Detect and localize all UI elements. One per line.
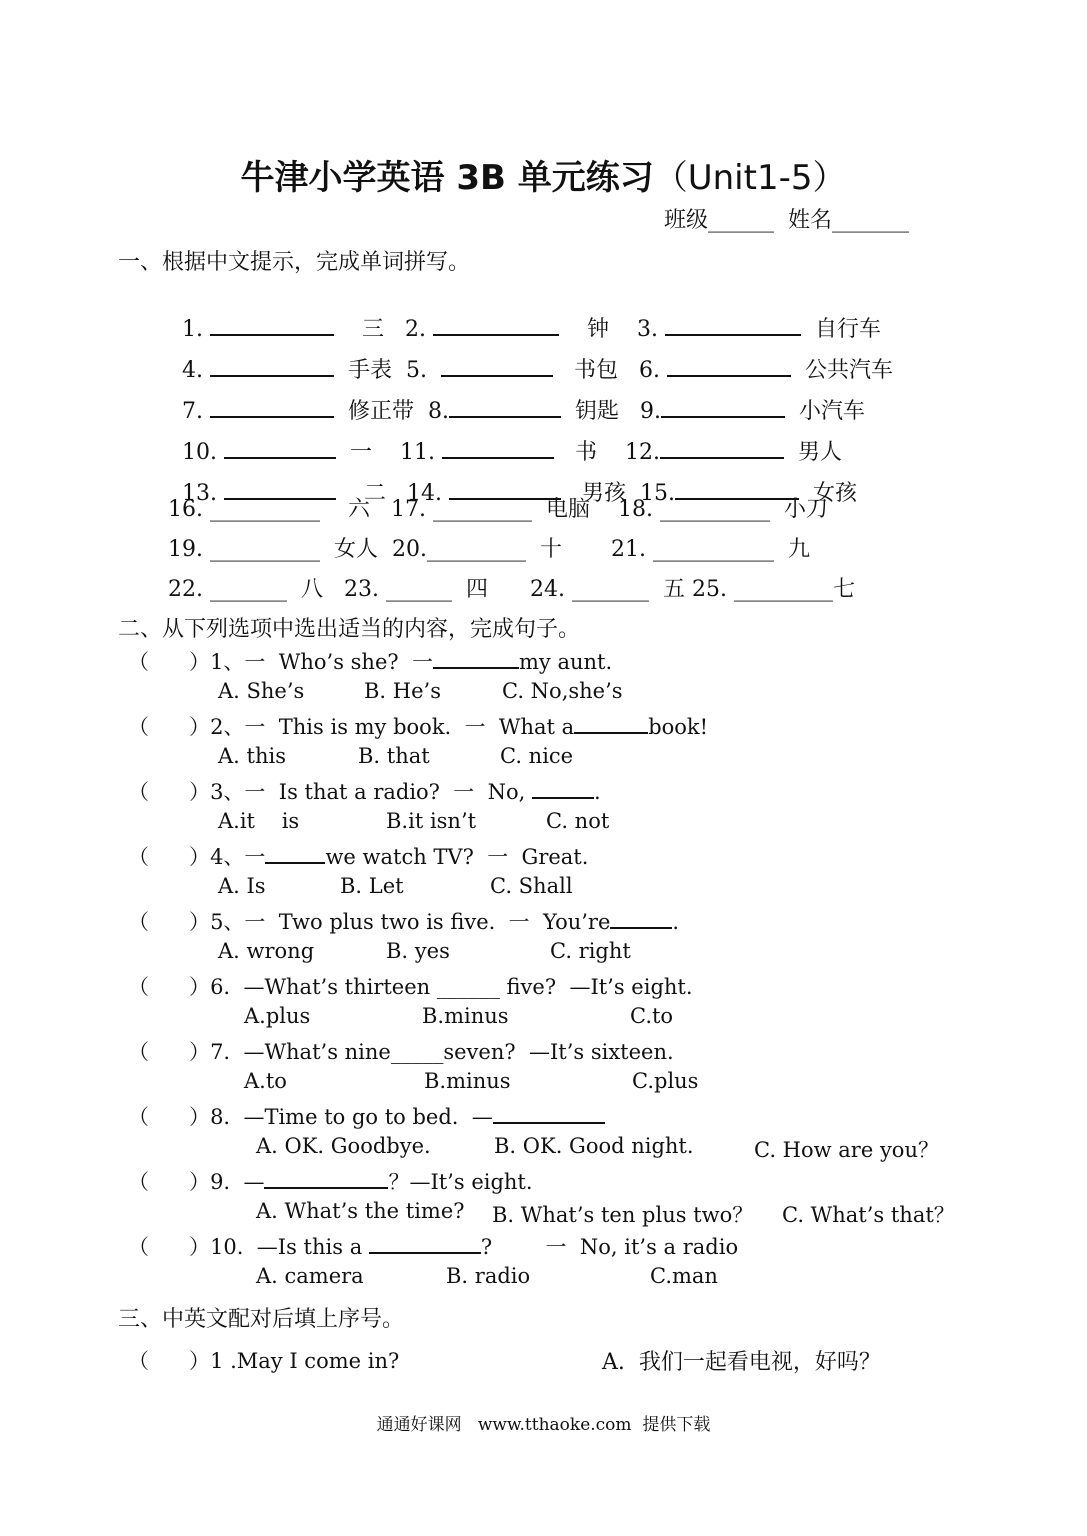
- question-text: we watch TV? 一 Great.: [325, 845, 589, 869]
- question-2: [128, 711, 708, 741]
- option-b[interactable]: B. radio: [446, 1264, 531, 1288]
- item-num: 4.: [182, 358, 203, 383]
- answer-paren[interactable]: （ ）: [128, 780, 211, 804]
- question-9: [128, 1166, 533, 1196]
- question-text: 2、一 This is my book. 一 What a: [210, 715, 575, 739]
- question-text: my aunt.: [519, 650, 613, 674]
- item-num: 11.: [400, 440, 435, 465]
- item-cn: 钟: [586, 317, 609, 342]
- option-b[interactable]: B. OK. Good night.: [494, 1134, 694, 1158]
- question-10: [128, 1231, 738, 1261]
- item-cn: 男孩: [581, 481, 626, 506]
- item-cn: 女人: [334, 537, 379, 562]
- footer-text: 通通好课网 www.tthaoke.com 提供下载: [376, 1415, 711, 1435]
- item-cn: 十: [540, 537, 563, 562]
- option-a[interactable]: A.to: [244, 1069, 287, 1093]
- spelling-blank[interactable]: ___________: [652, 537, 774, 562]
- spelling-row-8: [168, 572, 855, 603]
- option-c[interactable]: C. Shall: [490, 874, 573, 898]
- question-7: [128, 1036, 674, 1066]
- item-cn: 电脑: [545, 497, 590, 522]
- spelling-blank[interactable]: __________: [210, 497, 320, 522]
- answer-paren[interactable]: （ ）: [128, 1235, 211, 1259]
- item-num: 14.: [406, 481, 442, 506]
- question-blank[interactable]: [264, 1167, 388, 1189]
- option-c[interactable]: C.to: [630, 1004, 674, 1028]
- item-cn: 五: [662, 577, 685, 602]
- spelling-blank[interactable]: __________: [659, 497, 770, 522]
- item-num: 6.: [639, 358, 660, 383]
- question-text: .: [672, 910, 680, 934]
- option-a[interactable]: A. this: [218, 744, 286, 768]
- question-blank[interactable]: [532, 777, 594, 799]
- option-c[interactable]: C. What’s that？: [782, 1203, 955, 1227]
- option-c[interactable]: C. No,she’s: [502, 679, 623, 703]
- option-b[interactable]: B.it isn’t: [386, 809, 477, 833]
- question-blank[interactable]: [493, 1102, 605, 1124]
- question-blank[interactable]: [433, 647, 519, 669]
- item-num: 13.: [182, 481, 217, 506]
- match-row-1: [128, 1345, 399, 1375]
- question-text: 6. —What’s thirteen ______ five? —It’s eight.: [210, 975, 693, 999]
- option-a[interactable]: A. She’s: [218, 679, 305, 703]
- question-3: [128, 776, 601, 806]
- question-6: [128, 971, 693, 1001]
- answer-paren[interactable]: （ ）: [128, 1105, 211, 1129]
- item-cn: 小刀: [783, 497, 828, 522]
- question-4: [128, 841, 588, 871]
- item-num: 20.: [392, 537, 428, 562]
- item-num: 25.: [692, 577, 727, 602]
- answer-paren[interactable]: （ ）: [128, 975, 211, 999]
- option-a[interactable]: A. camera: [256, 1264, 364, 1288]
- spelling-blank[interactable]: _________: [734, 577, 833, 602]
- question-text: 9. —: [210, 1170, 265, 1194]
- item-cn: 四: [466, 577, 489, 602]
- question-text: 7. —What’s nine_____seven? —It’s sixteen.: [210, 1040, 674, 1064]
- answer-paren[interactable]: （ ）: [128, 715, 211, 739]
- item-cn: 八: [301, 577, 324, 602]
- item-num: 21.: [610, 537, 646, 562]
- answer-paren[interactable]: （ ）: [128, 650, 211, 674]
- spelling-blank[interactable]: _______: [571, 577, 649, 602]
- item-num: 24.: [529, 577, 565, 602]
- item-cn: 男人: [797, 440, 842, 465]
- item-num: 15.: [639, 481, 675, 506]
- item-cn: 一: [350, 440, 373, 465]
- name-field[interactable]: 姓名_______: [788, 208, 910, 233]
- item-cn: 六: [347, 497, 370, 522]
- option-a[interactable]: A.plus: [244, 1004, 311, 1028]
- answer-paren[interactable]: （ ）: [128, 1349, 211, 1373]
- option-c[interactable]: C. not: [546, 809, 610, 833]
- question-blank[interactable]: [369, 1232, 481, 1254]
- question-8: [128, 1101, 605, 1131]
- spelling-blank[interactable]: _______: [210, 577, 287, 602]
- option-c[interactable]: C. nice: [500, 744, 574, 768]
- spelling-row-7: [168, 532, 810, 563]
- match-chinese: A. 我们一起看电视，好吗？: [602, 1350, 881, 1375]
- spelling-row-6: [168, 492, 828, 523]
- question-blank[interactable]: [610, 907, 672, 929]
- option-b[interactable]: B. What’s ten plus two？: [492, 1203, 754, 1227]
- item-cn: 公共汽车: [805, 358, 894, 383]
- spelling-blank[interactable]: ______: [386, 577, 452, 602]
- question-5: [128, 906, 679, 936]
- item-cn: 女孩: [812, 481, 857, 506]
- item-cn: 七: [833, 577, 856, 602]
- option-a[interactable]: A.it is: [218, 809, 300, 833]
- item-cn: 书包: [574, 358, 619, 383]
- item-num: 18.: [617, 497, 653, 522]
- item-num: 1.: [182, 317, 203, 342]
- answer-paren[interactable]: （ ）: [128, 1170, 211, 1194]
- item-num: 7.: [182, 399, 203, 424]
- option-a[interactable]: A. What’s the time?: [256, 1199, 465, 1223]
- item-num: 17.: [390, 497, 426, 522]
- class-field[interactable]: 班级______: [664, 208, 775, 233]
- question-text: book!: [648, 715, 709, 739]
- option-c[interactable]: C. How are you？: [754, 1138, 939, 1162]
- item-num: 3.: [636, 317, 658, 342]
- question-text: 10. —Is this a: [210, 1235, 369, 1259]
- question-text: .: [594, 780, 601, 804]
- question-text: 5、一 Two plus two is five. 一 You’re: [210, 910, 611, 934]
- item-cn: 小汽车: [799, 399, 866, 424]
- item-num: 10.: [182, 440, 217, 465]
- match-english: 1 .May I come in?: [210, 1349, 400, 1373]
- page-title: [0, 150, 1087, 199]
- item-cn: 自行车: [814, 317, 881, 342]
- option-c[interactable]: C.plus: [632, 1069, 699, 1093]
- question-1: [128, 646, 612, 676]
- option-b[interactable]: B.minus: [424, 1069, 511, 1093]
- item-num: 12.: [624, 440, 660, 465]
- section2-heading: 二、从下列选项中选出适当的内容，完成句子。: [118, 617, 581, 642]
- option-a[interactable]: A. OK. Goodbye.: [256, 1134, 431, 1158]
- item-num: 5.: [406, 358, 428, 383]
- answer-paren[interactable]: （ ）: [128, 910, 211, 934]
- item-cn: 九: [787, 537, 810, 562]
- spelling-blank[interactable]: __________: [210, 537, 320, 562]
- item-cn: 修正带: [348, 399, 415, 424]
- question-text: 4、一: [210, 845, 266, 869]
- option-b[interactable]: B. Let: [340, 874, 404, 898]
- option-b[interactable]: B. He’s: [364, 679, 441, 703]
- item-cn: 书: [574, 440, 597, 465]
- item-cn: 二: [363, 481, 386, 506]
- item-cn: 三: [361, 317, 384, 342]
- item-num: 23.: [344, 577, 379, 602]
- option-a[interactable]: A. wrong: [218, 939, 315, 963]
- answer-paren[interactable]: （ ）: [128, 1040, 211, 1064]
- title-unit: （Unit1-5）: [653, 158, 847, 198]
- question-text: 8. —Time to go to bed. —: [210, 1105, 493, 1129]
- spelling-blank[interactable]: _________: [427, 537, 527, 562]
- item-num: 9.: [640, 399, 662, 424]
- question-text: 3、一 Is that a radio? 一 No,: [210, 780, 533, 804]
- item-cn: 钥匙: [575, 399, 620, 424]
- option-a[interactable]: A. Is: [218, 874, 266, 898]
- question-text: ? 一 No, it’s a radio: [480, 1235, 739, 1259]
- item-num: 16.: [168, 497, 203, 522]
- section3-heading: 三、中英文配对后填上序号。: [118, 1307, 405, 1332]
- question-text: 1、一 Who’s she? 一: [210, 650, 433, 674]
- section1-heading: 一、根据中文提示，完成单词拼写。: [118, 250, 471, 275]
- item-num: 8.: [428, 399, 450, 424]
- answer-paren[interactable]: （ ）: [128, 845, 211, 869]
- option-b[interactable]: B. yes: [386, 939, 450, 963]
- item-num: 19.: [168, 537, 203, 562]
- item-num: 22.: [168, 577, 203, 602]
- option-b[interactable]: B. that: [358, 744, 430, 768]
- question-text: ？—It’s eight.: [388, 1170, 533, 1194]
- title-cn: 牛津小学英语 3B 单元练习: [240, 158, 654, 198]
- question-blank[interactable]: [265, 842, 325, 864]
- item-cn: 手表: [348, 358, 393, 383]
- item-num: 2.: [404, 317, 426, 342]
- option-c[interactable]: C.man: [650, 1264, 718, 1288]
- question-blank[interactable]: [574, 712, 648, 734]
- option-c[interactable]: C. right: [550, 939, 631, 963]
- spelling-blank[interactable]: _________: [432, 497, 532, 522]
- option-b[interactable]: B.minus: [422, 1004, 509, 1028]
- class-name-line: [664, 203, 909, 234]
